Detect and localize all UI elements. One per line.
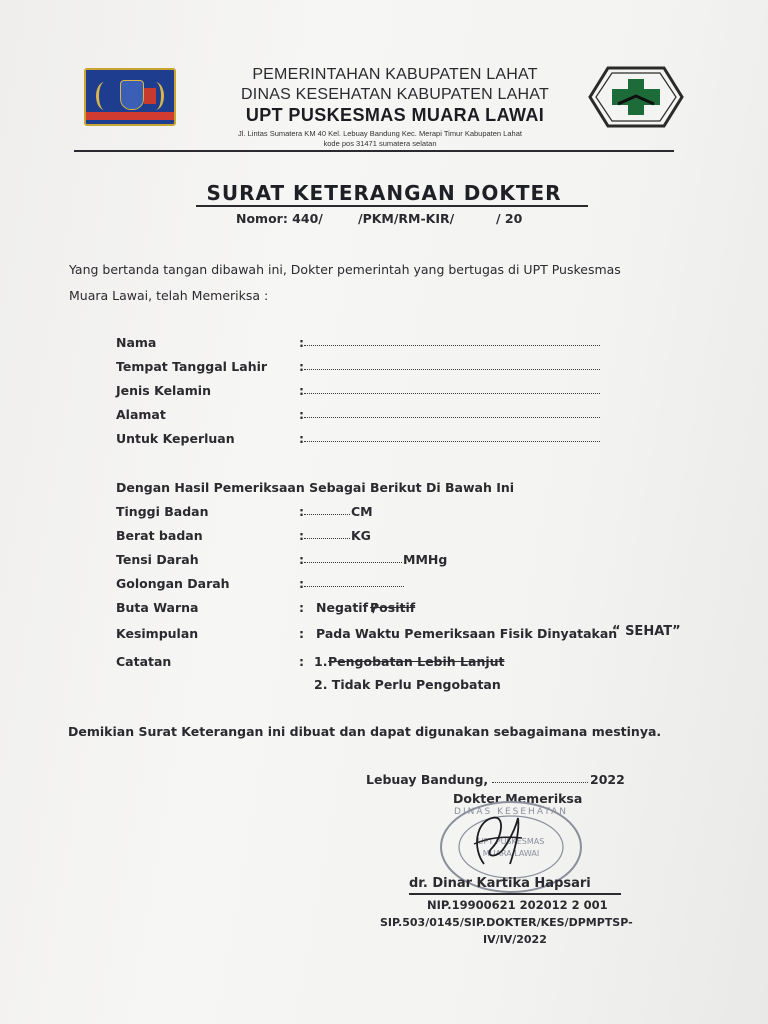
exam-label-tensi: Tensi Darah: [116, 552, 199, 567]
signature-year: 2022: [590, 772, 625, 787]
exam-label-buta-warna: Buta Warna: [116, 600, 199, 615]
letterhead-address: Jl. Lintas Sumatera KM 40 Kel. Lebuay Bandung Kec. Merapi Timur Kabupaten Lahat: [238, 129, 522, 138]
exam-colon: :: [299, 576, 304, 591]
exam-heading: Dengan Hasil Pemeriksaan Sebagai Berikut Di Bawah Ini: [116, 480, 515, 495]
exam-label-berat: Berat badan: [116, 528, 203, 543]
field-colon: :: [299, 335, 304, 350]
title-underline: [196, 205, 588, 207]
field-label-nama: Nama: [116, 335, 157, 350]
exam-blank-tinggi: [304, 514, 350, 515]
field-blank-keperluan: [304, 441, 600, 442]
document-title: SURAT KETERANGAN DOKTER: [206, 181, 562, 205]
exam-label-kesimpulan: Kesimpulan: [116, 626, 199, 641]
buta-warna-value: Negatif /: [316, 600, 377, 615]
field-blank-alamat: [304, 417, 600, 418]
closing-statement: Demikian Surat Keterangan ini dibuat dan dapat digunakan sebagaimana mestinya.: [68, 724, 662, 739]
exam-colon: :: [299, 528, 304, 543]
field-blank-ttl: [304, 369, 600, 370]
nomor-suffix: / 20: [496, 211, 523, 226]
exam-colon: :: [299, 654, 304, 669]
puskesmas-cross-icon: [588, 66, 684, 128]
stamp-center-line-2: MUARA LAWAI: [482, 849, 540, 858]
doctor-name: dr. Dinar Kartika Hapsari: [409, 876, 591, 891]
field-label-alamat: Alamat: [116, 407, 166, 422]
buta-warna-struck: Positif: [370, 600, 416, 615]
field-label-untuk-keperluan: Untuk Keperluan: [116, 431, 235, 446]
exam-colon: :: [299, 626, 304, 641]
doctor-name-underline: [409, 893, 621, 895]
stamp-ring-text: DINAS KESEHATAN: [454, 807, 568, 817]
doctor-nip: NIP.19900621 202012 2 001: [427, 898, 608, 912]
field-colon: :: [299, 359, 304, 374]
field-colon: :: [299, 383, 304, 398]
unit-kg: KG: [351, 528, 371, 543]
intro-line-1: Yang bertanda tangan dibawah ini, Dokter pemerintah yang bertugas di UPT Puskesmas: [69, 262, 621, 277]
field-colon: :: [299, 407, 304, 422]
exam-label-catatan: Catatan: [116, 654, 172, 669]
letterhead-institution: UPT PUSKESMAS MUARA LAWAI: [245, 105, 545, 125]
exam-label-golongan-darah: Golongan Darah: [116, 576, 230, 591]
letterhead-department: DINAS KESEHATAN KABUPATEN LAHAT: [241, 86, 549, 103]
signature-role: Dokter Memeriksa: [453, 791, 583, 806]
field-blank-jenis-kelamin: [304, 393, 600, 394]
kesimpulan-text: Pada Waktu Pemeriksaan Fisik Dinyatakan: [316, 626, 618, 641]
intro-line-2: Muara Lawai, telah Memeriksa :: [69, 288, 269, 303]
unit-cm: CM: [351, 504, 373, 519]
field-label-jenis-kelamin: Jenis Kelamin: [116, 383, 211, 398]
exam-blank-tensi: [304, 562, 402, 563]
unit-mmhg: MMHg: [403, 552, 448, 567]
letterhead-divider: [74, 150, 674, 152]
letterhead-postal: kode pos 31471 sumatera selatan: [323, 139, 437, 148]
exam-blank-berat: [304, 538, 350, 539]
doctor-sip-line-2: IV/IV/2022: [483, 933, 547, 946]
catatan-item-1-number: 1.: [314, 654, 328, 669]
exam-colon: :: [299, 552, 304, 567]
catatan-item-2: 2. Tidak Perlu Pengobatan: [314, 677, 501, 692]
field-colon: :: [299, 431, 304, 446]
field-blank-nama: [304, 345, 600, 346]
catatan-item-1-struck: Pengobatan Lebih Lanjut: [328, 654, 505, 669]
nomor-middle: /PKM/RM-KIR/: [358, 211, 455, 226]
exam-colon: :: [299, 504, 304, 519]
exam-blank-golongan: [304, 586, 404, 587]
exam-label-tinggi: Tinggi Badan: [116, 504, 209, 519]
exam-colon: :: [299, 600, 304, 615]
field-label-tempat-tanggal-lahir: Tempat Tanggal Lahir: [116, 359, 268, 374]
stamp-center-line-1: UPT PUSKESMAS: [477, 837, 545, 846]
signature-place: Lebuay Bandung,: [366, 772, 489, 787]
letterhead-government: PEMERINTAHAN KABUPATEN LAHAT: [252, 66, 538, 83]
nomor-prefix: Nomor: 440/: [236, 211, 323, 226]
doctor-sip-line-1: SIP.503/0145/SIP.DOKTER/KES/DPMPTSP-: [380, 916, 633, 929]
signature-date-blank: [492, 782, 588, 783]
regency-logo-icon: [84, 68, 176, 126]
kesimpulan-sehat: “ SEHAT”: [612, 624, 681, 639]
handwritten-signature: [462, 808, 532, 874]
